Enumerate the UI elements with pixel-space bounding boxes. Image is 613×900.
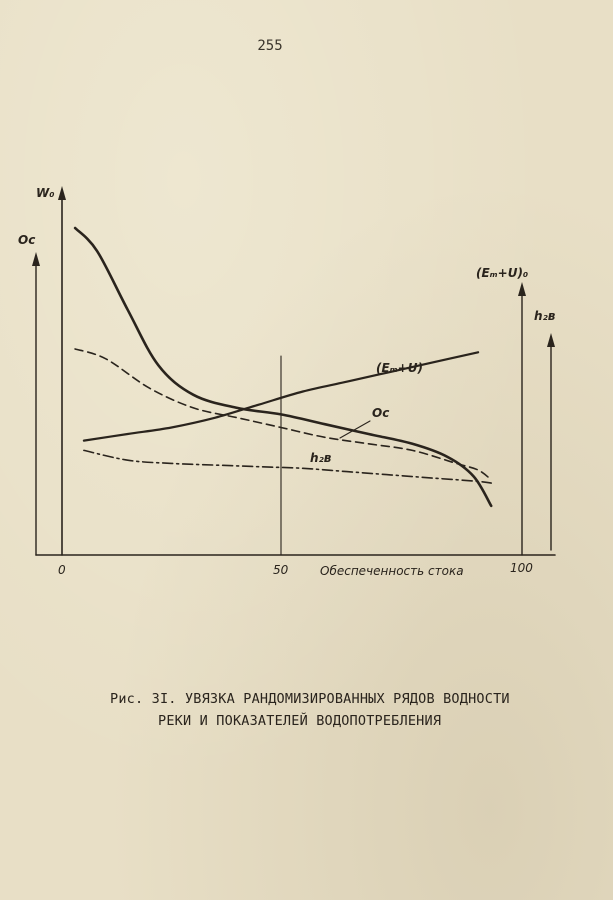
right-axis-em-arrow	[518, 282, 526, 296]
annotation-h2v: h₂в	[310, 451, 332, 465]
left-axis-w-arrow	[58, 186, 66, 200]
x-tick-100: 100	[510, 561, 533, 575]
series-line-h2v	[84, 450, 491, 483]
x-tick-0: 0	[58, 563, 66, 577]
right-axis-label-h: h₂в	[534, 309, 556, 323]
caption-line-2: РЕКИ И ПОКАЗАТЕЛЕЙ ВОДОПОТРЕБЛЕНИЯ	[158, 713, 442, 729]
right-axis-label-em: (Eₘ+U)₀	[476, 266, 529, 280]
page-number: 255	[257, 38, 283, 54]
left-axis-oc-arrow	[32, 252, 40, 266]
left-axis-label-oc: Oc	[18, 233, 36, 247]
x-axis-label: Обеспеченность стока	[320, 564, 464, 578]
left-axis-label-w: W₀	[36, 186, 55, 200]
annotation-oc: Oc	[372, 406, 390, 420]
caption-line-1: Рис. 3I. УВЯЗКА РАНДОМИЗИРОВАННЫХ РЯДОВ ВОДНОСТИ	[110, 691, 510, 707]
series-line-w0	[75, 228, 491, 506]
right-axis-h-arrow	[547, 333, 555, 347]
annotation-em-u: (Eₘ+U)	[376, 361, 423, 375]
figure-caption	[110, 688, 550, 732]
x-tick-50: 50	[273, 563, 289, 577]
